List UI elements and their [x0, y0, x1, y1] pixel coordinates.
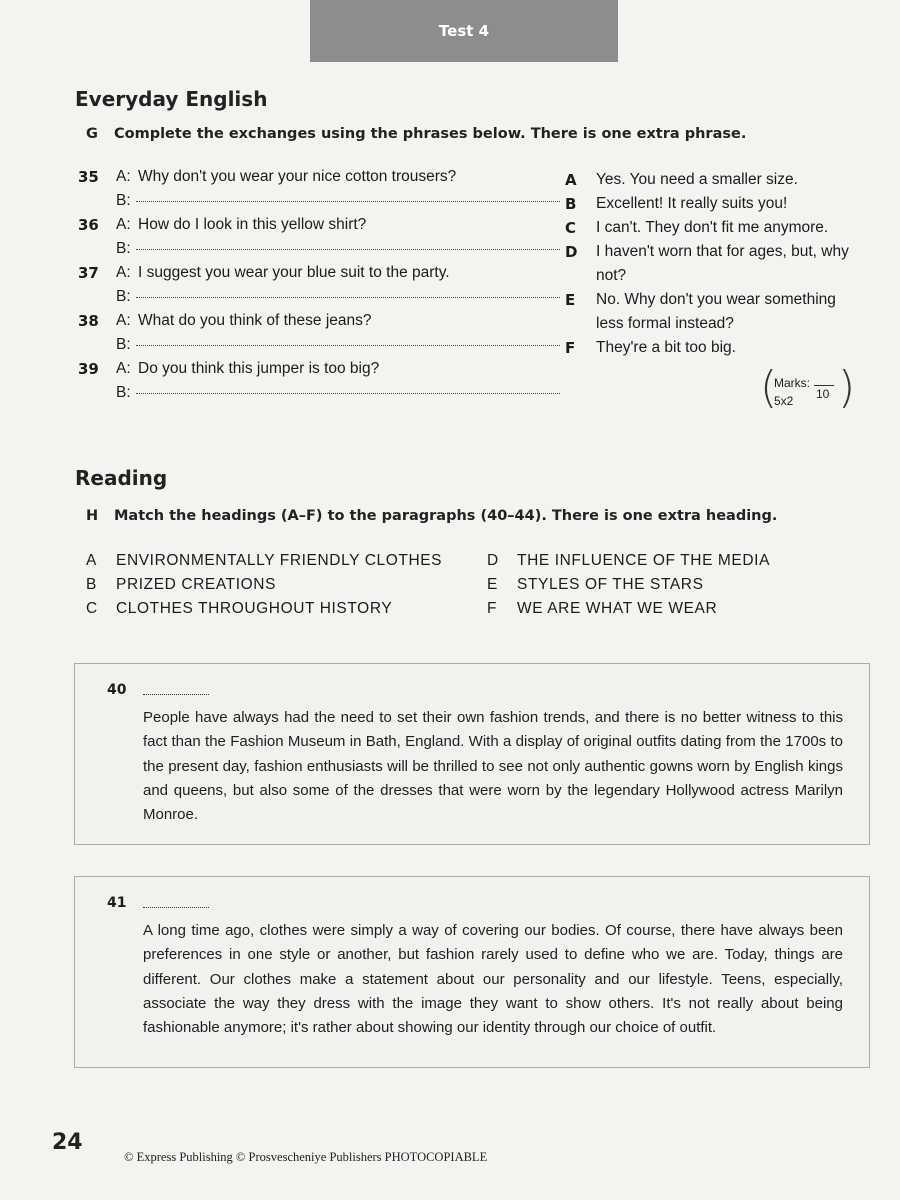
task-h-letter: H — [86, 508, 99, 524]
option-letter: E — [565, 291, 576, 309]
exchange-item — [78, 360, 498, 408]
marks-box — [760, 362, 856, 413]
paragraph-number: 41 — [107, 895, 127, 911]
heading-text: THE INFLUENCE OF THE MEDIA — [517, 552, 771, 569]
heading-letter: A — [86, 552, 97, 569]
phrase-option — [565, 216, 865, 240]
paragraph-41-box — [74, 876, 870, 1068]
exchange-item — [78, 264, 498, 312]
option-letter: C — [565, 219, 577, 237]
heading-letter: D — [487, 552, 499, 569]
exchange-number: 39 — [78, 360, 99, 378]
option-letter: D — [565, 243, 578, 261]
option-text: I haven't worn that for ages, but, why not? — [596, 243, 849, 284]
speaker-b: B: — [116, 192, 131, 209]
speaker-b: B: — [116, 384, 131, 401]
heading-option — [86, 549, 442, 573]
option-text: No. Why don't you wear something less formal instead? — [596, 291, 836, 332]
heading-option — [86, 573, 442, 597]
heading-text: ENVIRONMENTALLY FRIENDLY CLOTHES — [116, 552, 443, 569]
heading-option — [487, 573, 770, 597]
marks-score-blank[interactable] — [814, 377, 834, 386]
heading-text: STYLES OF THE STARS — [517, 576, 704, 593]
heading-letter: B — [86, 576, 97, 593]
paragraph-answer-blank[interactable] — [143, 907, 209, 908]
phrase-option — [565, 168, 865, 192]
heading-option — [86, 597, 442, 621]
task-h-instruction — [86, 508, 777, 524]
test-title: Test 4 — [438, 22, 490, 40]
heading-option — [487, 549, 770, 573]
speaker-a: A: — [116, 168, 131, 185]
option-text: Excellent! It really suits you! — [596, 195, 788, 212]
task-g-letter: G — [86, 126, 98, 142]
answer-blank[interactable] — [136, 393, 560, 394]
phrase-option — [565, 336, 865, 360]
marks-label: Marks: — [774, 376, 810, 390]
heading-letter: C — [86, 600, 98, 617]
exchange-item — [78, 312, 498, 360]
paragraph-text: A long time ago, clothes were simply a way of covering our bodies. Of course, there have always been preferences in one style or another, but fashion rarely used to define who we are. Today, things are different. Our clothes make a statement about our personality and our lifestyle. Teens, especially, associate the way they dress with the image they want to show others. It's not really about being fashionable anymore; it's rather about showing our identity through our choice of outfit. — [143, 922, 843, 1037]
option-text: Yes. You need a smaller size. — [596, 171, 798, 188]
marks-denominator: 10 — [816, 387, 830, 401]
answer-blank[interactable] — [136, 201, 560, 202]
heading-text: PRIZED CREATIONS — [116, 576, 277, 593]
phrase-option — [565, 288, 865, 336]
headings-column-left — [86, 549, 442, 621]
test-title-tab — [310, 0, 618, 62]
headings-column-right — [487, 549, 770, 621]
everyday-english-heading: Everyday English — [75, 87, 268, 111]
reading-heading: Reading — [75, 466, 168, 490]
exchange-question: Why don't you wear your nice cotton trousers? — [138, 168, 457, 185]
task-g-instruction — [86, 126, 746, 142]
left-paren-icon: ( — [760, 362, 778, 413]
heading-letter: E — [487, 576, 498, 593]
option-text: I can't. They don't fit me anymore. — [596, 219, 829, 236]
exchange-question: Do you think this jumper is too big? — [138, 360, 380, 377]
phrase-option — [565, 192, 865, 216]
right-paren-icon: ) — [838, 362, 856, 413]
task-h-text: Match the headings (A–F) to the paragraphs (40–44). There is one extra heading. — [114, 508, 778, 524]
exchange-number: 35 — [78, 168, 99, 186]
heading-text: WE ARE WHAT WE WEAR — [517, 600, 718, 617]
option-text: They're a bit too big. — [596, 339, 736, 356]
speaker-b: B: — [116, 240, 131, 257]
page-number: 24 — [52, 1130, 83, 1155]
answer-blank[interactable] — [136, 345, 560, 346]
answer-blank[interactable] — [136, 297, 560, 298]
exchange-item — [78, 216, 498, 264]
task-g-text: Complete the exchanges using the phrases below. There is one extra phrase. — [114, 126, 747, 142]
option-letter: F — [565, 339, 576, 357]
speaker-a: A: — [116, 312, 131, 329]
paragraph-answer-blank[interactable] — [143, 694, 209, 695]
heading-option — [487, 597, 770, 621]
exchanges-list — [78, 168, 498, 408]
exchange-item — [78, 168, 498, 216]
exchange-question: I suggest you wear your blue suit to the party. — [138, 264, 450, 281]
speaker-b: B: — [116, 336, 131, 353]
phrase-options — [565, 168, 865, 360]
option-letter: B — [565, 195, 577, 213]
heading-text: CLOTHES THROUGHOUT HISTORY — [116, 600, 393, 617]
option-letter: A — [565, 171, 577, 189]
answer-blank[interactable] — [136, 249, 560, 250]
marks-multiplier: 5x2 — [774, 394, 794, 408]
speaker-a: A: — [116, 264, 131, 281]
paragraph-number: 40 — [107, 682, 127, 698]
heading-letter: F — [487, 600, 498, 617]
exchange-number: 38 — [78, 312, 99, 330]
exchange-number: 36 — [78, 216, 99, 234]
paragraph-text: People have always had the need to set their own fashion trends, and there is no better witness to this fact than the Fashion Museum in Bath, England. With a display of original outfits dating from the 1700s to the present day, fashion enthusiasts will be thrilled to see not only authentic gowns worn by English kings and queens, but also some of the dresses that were worn by the legendary Hollywood actress Marilyn Monroe. — [143, 709, 843, 824]
exchange-number: 37 — [78, 264, 99, 282]
exchange-question: What do you think of these jeans? — [138, 312, 372, 329]
speaker-a: A: — [116, 216, 131, 233]
phrase-option — [565, 240, 865, 288]
speaker-b: B: — [116, 288, 131, 305]
exchange-question: How do I look in this yellow shirt? — [138, 216, 367, 233]
speaker-a: A: — [116, 360, 131, 377]
copyright-footer: © Express Publishing © Prosvescheniye Publishers PHOTOCOPIABLE — [124, 1150, 488, 1164]
paragraph-40-box — [74, 663, 870, 845]
